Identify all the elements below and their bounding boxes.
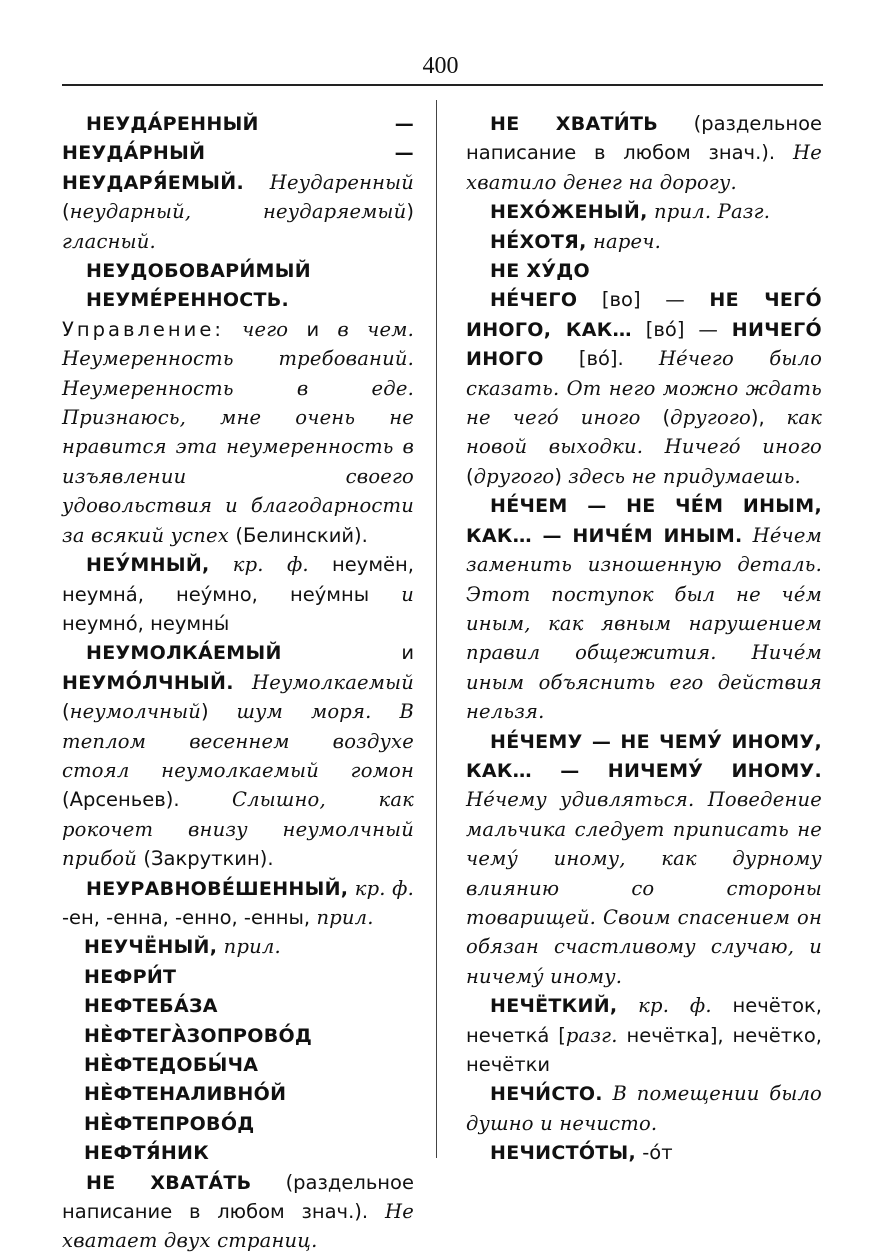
grammar-note: ) (406, 200, 414, 224)
headword: НЕУДОБОВАРИ́МЫЙ (86, 260, 311, 283)
dictionary-entry (62, 991, 414, 1020)
example-text: разг. (565, 1023, 618, 1047)
grammar-note: неумён, неумна́, неу́мно, неу́мны (62, 553, 414, 606)
headword: НЕУЧЁНЫЙ, (84, 936, 218, 959)
headword: НЕФТЕБА́ЗА (84, 995, 218, 1018)
grammar-note: неумно́, неумны́ (62, 611, 230, 635)
grammar-note: [во́]. (543, 347, 659, 371)
headword: НЕ ХВАТИ́ТЬ (490, 113, 659, 135)
example-text: как новой выходки. Ничего́ иного (466, 406, 822, 459)
right-column (466, 109, 822, 1168)
grammar-note: Управление: (62, 317, 224, 341)
dictionary-entry (62, 256, 414, 285)
grammar-note: (Закруткин). (143, 847, 274, 871)
grammar-note: ), (750, 406, 787, 430)
example-text: кр. ф. (348, 876, 414, 900)
grammar-note: [во́] — (631, 317, 732, 341)
dictionary-entry (62, 1168, 414, 1256)
dictionary-entry (62, 1050, 414, 1079)
headword: НЀФТЕГА̀ЗОПРОВО́Д (84, 1024, 313, 1047)
grammar-note: ( (62, 700, 70, 724)
example-text: прил. (310, 905, 374, 929)
example-text: прил. Разг. (647, 200, 771, 224)
headword: НЕ́ЧЕМУ — НЕ ЧЕМУ́ ИНОМУ, КАК… — НИЧЕМУ́ ИНОМУ. (466, 730, 822, 782)
headword: НЕ ХВАТА́ТЬ (86, 1171, 252, 1194)
headword: НЕ ХУ́ДО (490, 260, 590, 283)
grammar-note: нечётка], нечётко, нечётки (466, 1023, 822, 1076)
headword: НЕУДА́РЕННЫЙ — НЕУДА́РНЫЙ — НЕУДАРЯ́ЕМЫЙ. (62, 113, 414, 194)
headword: НЕУ́МНЫЙ, (86, 554, 210, 577)
headword: НИЧЕГО́ ИНОГО (466, 318, 822, 371)
dictionary-entry (466, 256, 822, 285)
example-text: Не́чему удивляться. Поведение мальчика следует приписать не чему́ иному, как дурному влиянию со стороны товарищей. Своим спасением он обязан счастливому случаю, и ничему́ иному. (466, 788, 822, 988)
example-text: гласный. (62, 229, 156, 253)
dictionary-entry (466, 491, 822, 726)
grammar-note: ( (466, 464, 474, 488)
grammar-note: и (281, 641, 414, 665)
example-text: Неумолкаемый (233, 670, 414, 694)
example-text: другого (473, 464, 555, 488)
dictionary-entry (62, 550, 414, 638)
example-text: неумолчный (69, 700, 202, 724)
example-text: чего (223, 317, 307, 341)
headword: НЕУРАВНОВЕ́ШЕННЫЙ, (86, 877, 349, 900)
example-text: прил. (217, 935, 281, 959)
grammar-note: (Белинский). (235, 523, 368, 547)
example-text: здесь не придумаешь. (568, 464, 801, 488)
example-text: Слышно, как рокочет внизу неумолчный прибой (62, 788, 414, 871)
dictionary-entry (466, 285, 822, 491)
example-text: нареч. (586, 229, 662, 253)
example-text: Не хватает двух страниц. (62, 1200, 414, 1253)
dictionary-entry (62, 285, 414, 550)
example-text: Не хватило денег на дорогу. (466, 141, 822, 194)
headword: НЕ́ЧЕМ — НЕ ЧЕ́М ИНЫМ, КАК… — НИЧЕ́М ИНЫМ. (466, 495, 822, 547)
headword: НЕЧЁТКИЙ, (490, 995, 618, 1018)
headword: НЕ́ХОТЯ, (490, 230, 587, 253)
headword: НЕФТЯ́НИК (84, 1142, 210, 1165)
column-divider (436, 100, 437, 1158)
example-text: неударный, неударяемый (69, 200, 407, 224)
headword: НЕФРИ́Т (84, 965, 177, 988)
grammar-note: ) (554, 464, 569, 488)
dictionary-entry (62, 1021, 414, 1050)
dictionary-entry (62, 1109, 414, 1138)
headword: НЕ́ЧЕГО (490, 289, 578, 312)
example-text: кр. ф. (209, 553, 333, 577)
grammar-note: -ен, -енна, -енно, -енны, (62, 905, 311, 929)
headword: НЕ ЧЕГО́ ИНОГО, КАК… (466, 289, 823, 341)
dictionary-entry (62, 874, 414, 933)
grammar-note: ( (62, 200, 70, 224)
grammar-note: -о́т (636, 1141, 673, 1165)
headword: НЀФТЕДОБЫ́ЧА (84, 1054, 259, 1076)
grammar-note: (раздельное написание в любом знач.). (62, 1170, 414, 1224)
example-text: и (401, 582, 414, 606)
grammar-note: [во] — (577, 288, 710, 312)
example-text: другого (670, 406, 751, 430)
headword: НЕХО́ЖЕНЫЙ, (490, 201, 648, 224)
example-text: Не́чем заменить изношенную деталь. Этот поступок был не че́м иным, как явным нарушением правил общежития. Ниче́м иным объяснить его действия нельзя. (466, 523, 822, 724)
headword: НЕЧИСТО́ТЫ, (490, 1142, 637, 1165)
dictionary-entry (62, 932, 414, 961)
example-text: В помещении было душно и нечисто. (466, 1082, 822, 1135)
dictionary-entry (62, 638, 414, 873)
example-text: шум моря. В теплом весеннем воздухе стоял неумолкаемый гомон (62, 700, 414, 782)
grammar-note: нечёток, нечетка́ [ (466, 994, 822, 1047)
headword: НЕУМОЛКА́ЕМЫЙ (86, 642, 282, 665)
dictionary-entry (466, 197, 822, 226)
left-column (62, 109, 414, 1256)
headword: НЀФТЕПРОВО́Д (84, 1112, 255, 1135)
grammar-note: и (306, 317, 320, 341)
dictionary-entry (62, 1079, 414, 1108)
dictionary-entry (466, 727, 822, 992)
grammar-note: (раздельное написание в любом знач.). (466, 112, 822, 165)
dictionary-entry (62, 109, 414, 256)
grammar-note: (Арсеньев). (62, 788, 232, 812)
grammar-note: ( (662, 406, 671, 430)
dictionary-entry (466, 109, 822, 197)
dictionary-entry (466, 227, 822, 256)
headword: НЕУМО́ЛЧНЫЙ. (62, 671, 234, 694)
dictionary-entry (466, 991, 822, 1079)
dictionary-entry (62, 962, 414, 991)
dictionary-entry (62, 1138, 414, 1167)
headword: НЕУМЕ́РЕННОСТЬ. (86, 289, 290, 312)
example-text: в чем. Неумеренность требований. Неумеренность в еде. Признаюсь, мне очень не нравится эта неумеренность в изъявлении своего удовольствия и благодарности за всякий успех (62, 317, 414, 547)
grammar-note: ) (201, 700, 237, 724)
example-text: Неударенный (244, 170, 414, 194)
headword: НЀФТЕНАЛИВНО́Й (84, 1083, 287, 1106)
example-text: Не́чего было сказать. От него можно ждать не чего́ иного (466, 347, 823, 430)
page-number: 400 (422, 53, 459, 79)
headword: НЕЧИ́СТО. (490, 1083, 603, 1106)
header-rule (62, 84, 823, 86)
dictionary-entry (466, 1079, 822, 1138)
dictionary-entry (466, 1138, 822, 1167)
example-text: кр. ф. (617, 994, 733, 1018)
